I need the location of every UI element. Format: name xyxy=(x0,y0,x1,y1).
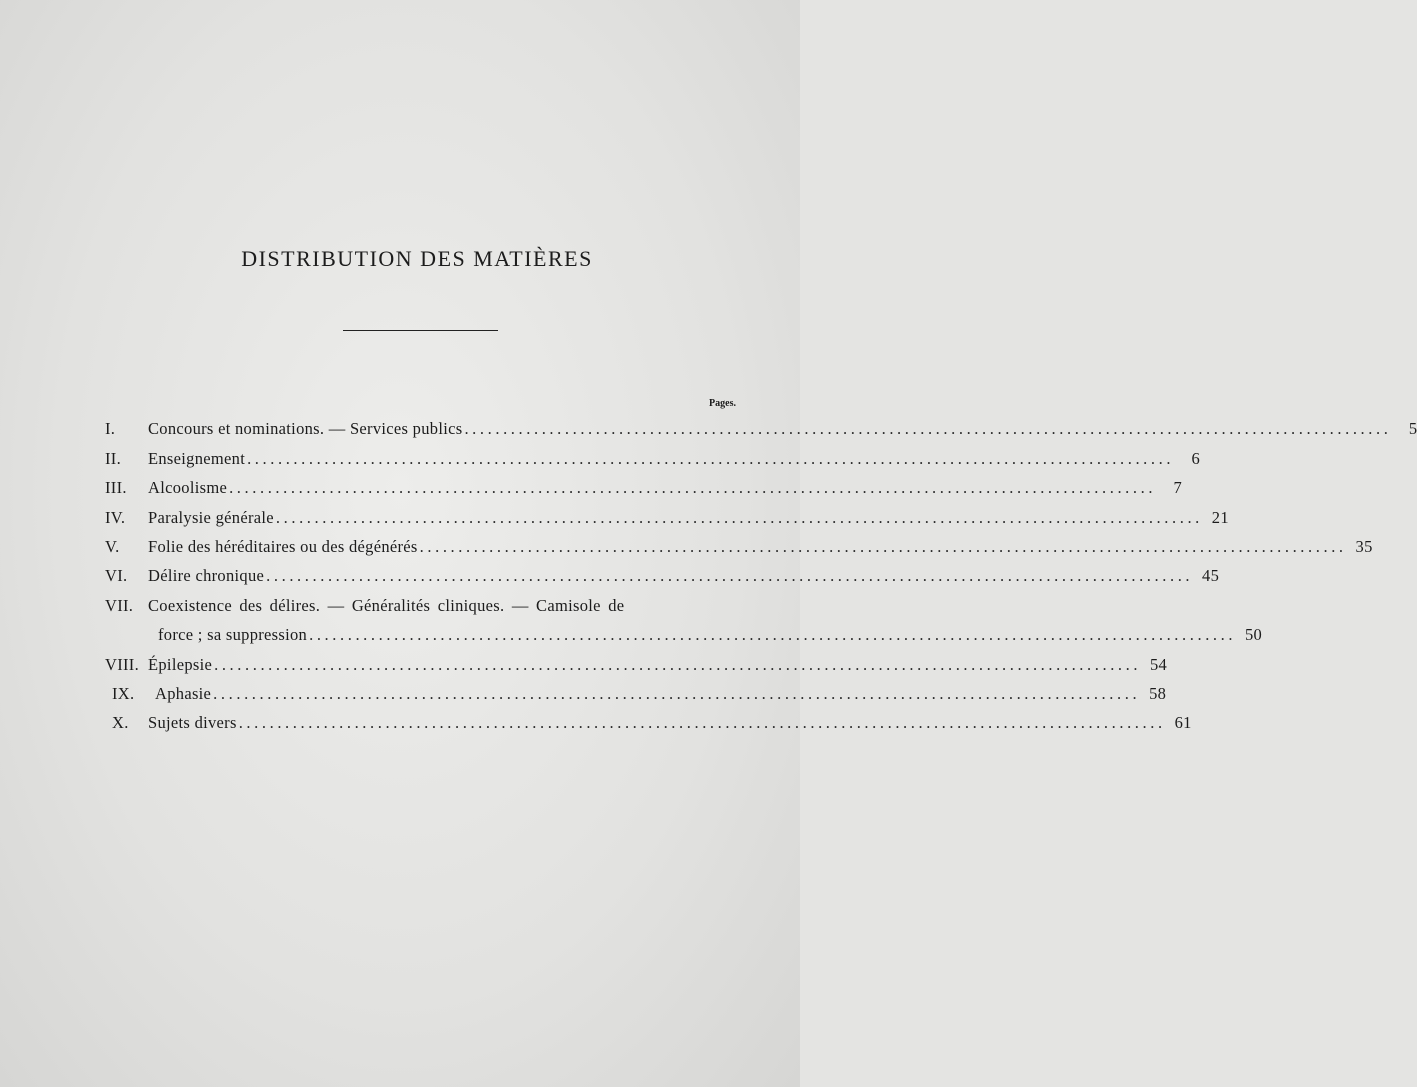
toc-entry-number: X. xyxy=(112,713,129,733)
page-title: DISTRIBUTION DES MATIÈRES xyxy=(241,246,593,271)
dot-leader: ........................................................................................................................ xyxy=(309,625,1237,645)
toc-entry xyxy=(100,441,1201,470)
title-rule xyxy=(343,330,498,331)
toc-entry-title: Sujets divers xyxy=(148,713,237,733)
toc-entry-number: I. xyxy=(105,419,116,439)
toc-entry-title: Épilepsie xyxy=(148,654,213,674)
toc-entry-page: 61 xyxy=(1174,713,1192,733)
toc-entry xyxy=(100,647,1168,676)
toc-entry-title-continuation: force ; sa suppression xyxy=(158,625,308,645)
toc-entry-title: Délire chronique xyxy=(148,566,265,586)
toc-entry xyxy=(100,471,1183,500)
toc-entry-number: IV. xyxy=(105,507,126,527)
toc-entry-page: 5 xyxy=(1408,419,1417,439)
dot-leader: ........................................................................................................................ xyxy=(275,507,1203,527)
toc-entry-title: Aphasie xyxy=(155,683,212,703)
dot-leader: ........................................................................................................................ xyxy=(213,683,1141,703)
toc-entry-number: II. xyxy=(105,448,122,468)
toc-entry-page: 6 xyxy=(1191,448,1201,468)
pages-column-header: Pages. xyxy=(709,398,736,409)
table-of-contents xyxy=(100,412,1417,735)
toc-entry-title: Coexistence des délires. — Généralités cliniques. — Camisole de xyxy=(148,595,625,615)
toc-entry xyxy=(100,500,1229,529)
toc-entry-title: Alcoolisme xyxy=(148,478,228,498)
toc-entry-title: Concours et nominations. — Services publics xyxy=(148,419,463,439)
toc-entry-page: 7 xyxy=(1173,478,1183,498)
toc-entry-page: 54 xyxy=(1150,654,1168,674)
dot-leader: ........................................................................................................................ xyxy=(266,566,1194,586)
toc-entry-page: 21 xyxy=(1211,507,1229,527)
toc-entry-number: VIII. xyxy=(105,654,140,674)
toc-entry-number: V. xyxy=(105,536,120,556)
toc-entry-number: VI. xyxy=(105,566,128,586)
toc-entry xyxy=(100,706,1192,735)
dot-leader: ........................................................................................................................ xyxy=(238,713,1166,733)
toc-entry xyxy=(100,588,736,617)
toc-entry-number: III. xyxy=(105,478,127,498)
toc-entry-page: 50 xyxy=(1245,625,1263,645)
toc-entry-page: 45 xyxy=(1202,566,1220,586)
toc-entry-title: Folie des héréditaires ou des dégénérés xyxy=(148,536,418,556)
toc-entry-continuation xyxy=(100,618,1263,647)
dot-leader: ........................................................................................................................ xyxy=(464,419,1392,439)
dot-leader: ........................................................................................................................ xyxy=(419,536,1347,556)
toc-entry-number: IX. xyxy=(112,683,135,703)
toc-entry-page: 35 xyxy=(1355,536,1373,556)
toc-entry xyxy=(100,530,1373,559)
toc-entry-number: VII. xyxy=(105,595,134,615)
toc-entry-title: Paralysie générale xyxy=(148,507,274,527)
toc-entry xyxy=(100,677,1167,706)
toc-entry-page: 58 xyxy=(1149,683,1167,703)
toc-entry xyxy=(100,559,1220,588)
dot-leader: ........................................................................................................................ xyxy=(247,448,1175,468)
dot-leader: ........................................................................................................................ xyxy=(229,478,1157,498)
toc-entry xyxy=(100,412,1417,441)
dot-leader: ........................................................................................................................ xyxy=(214,654,1142,674)
toc-entry-title: Enseignement xyxy=(148,448,246,468)
